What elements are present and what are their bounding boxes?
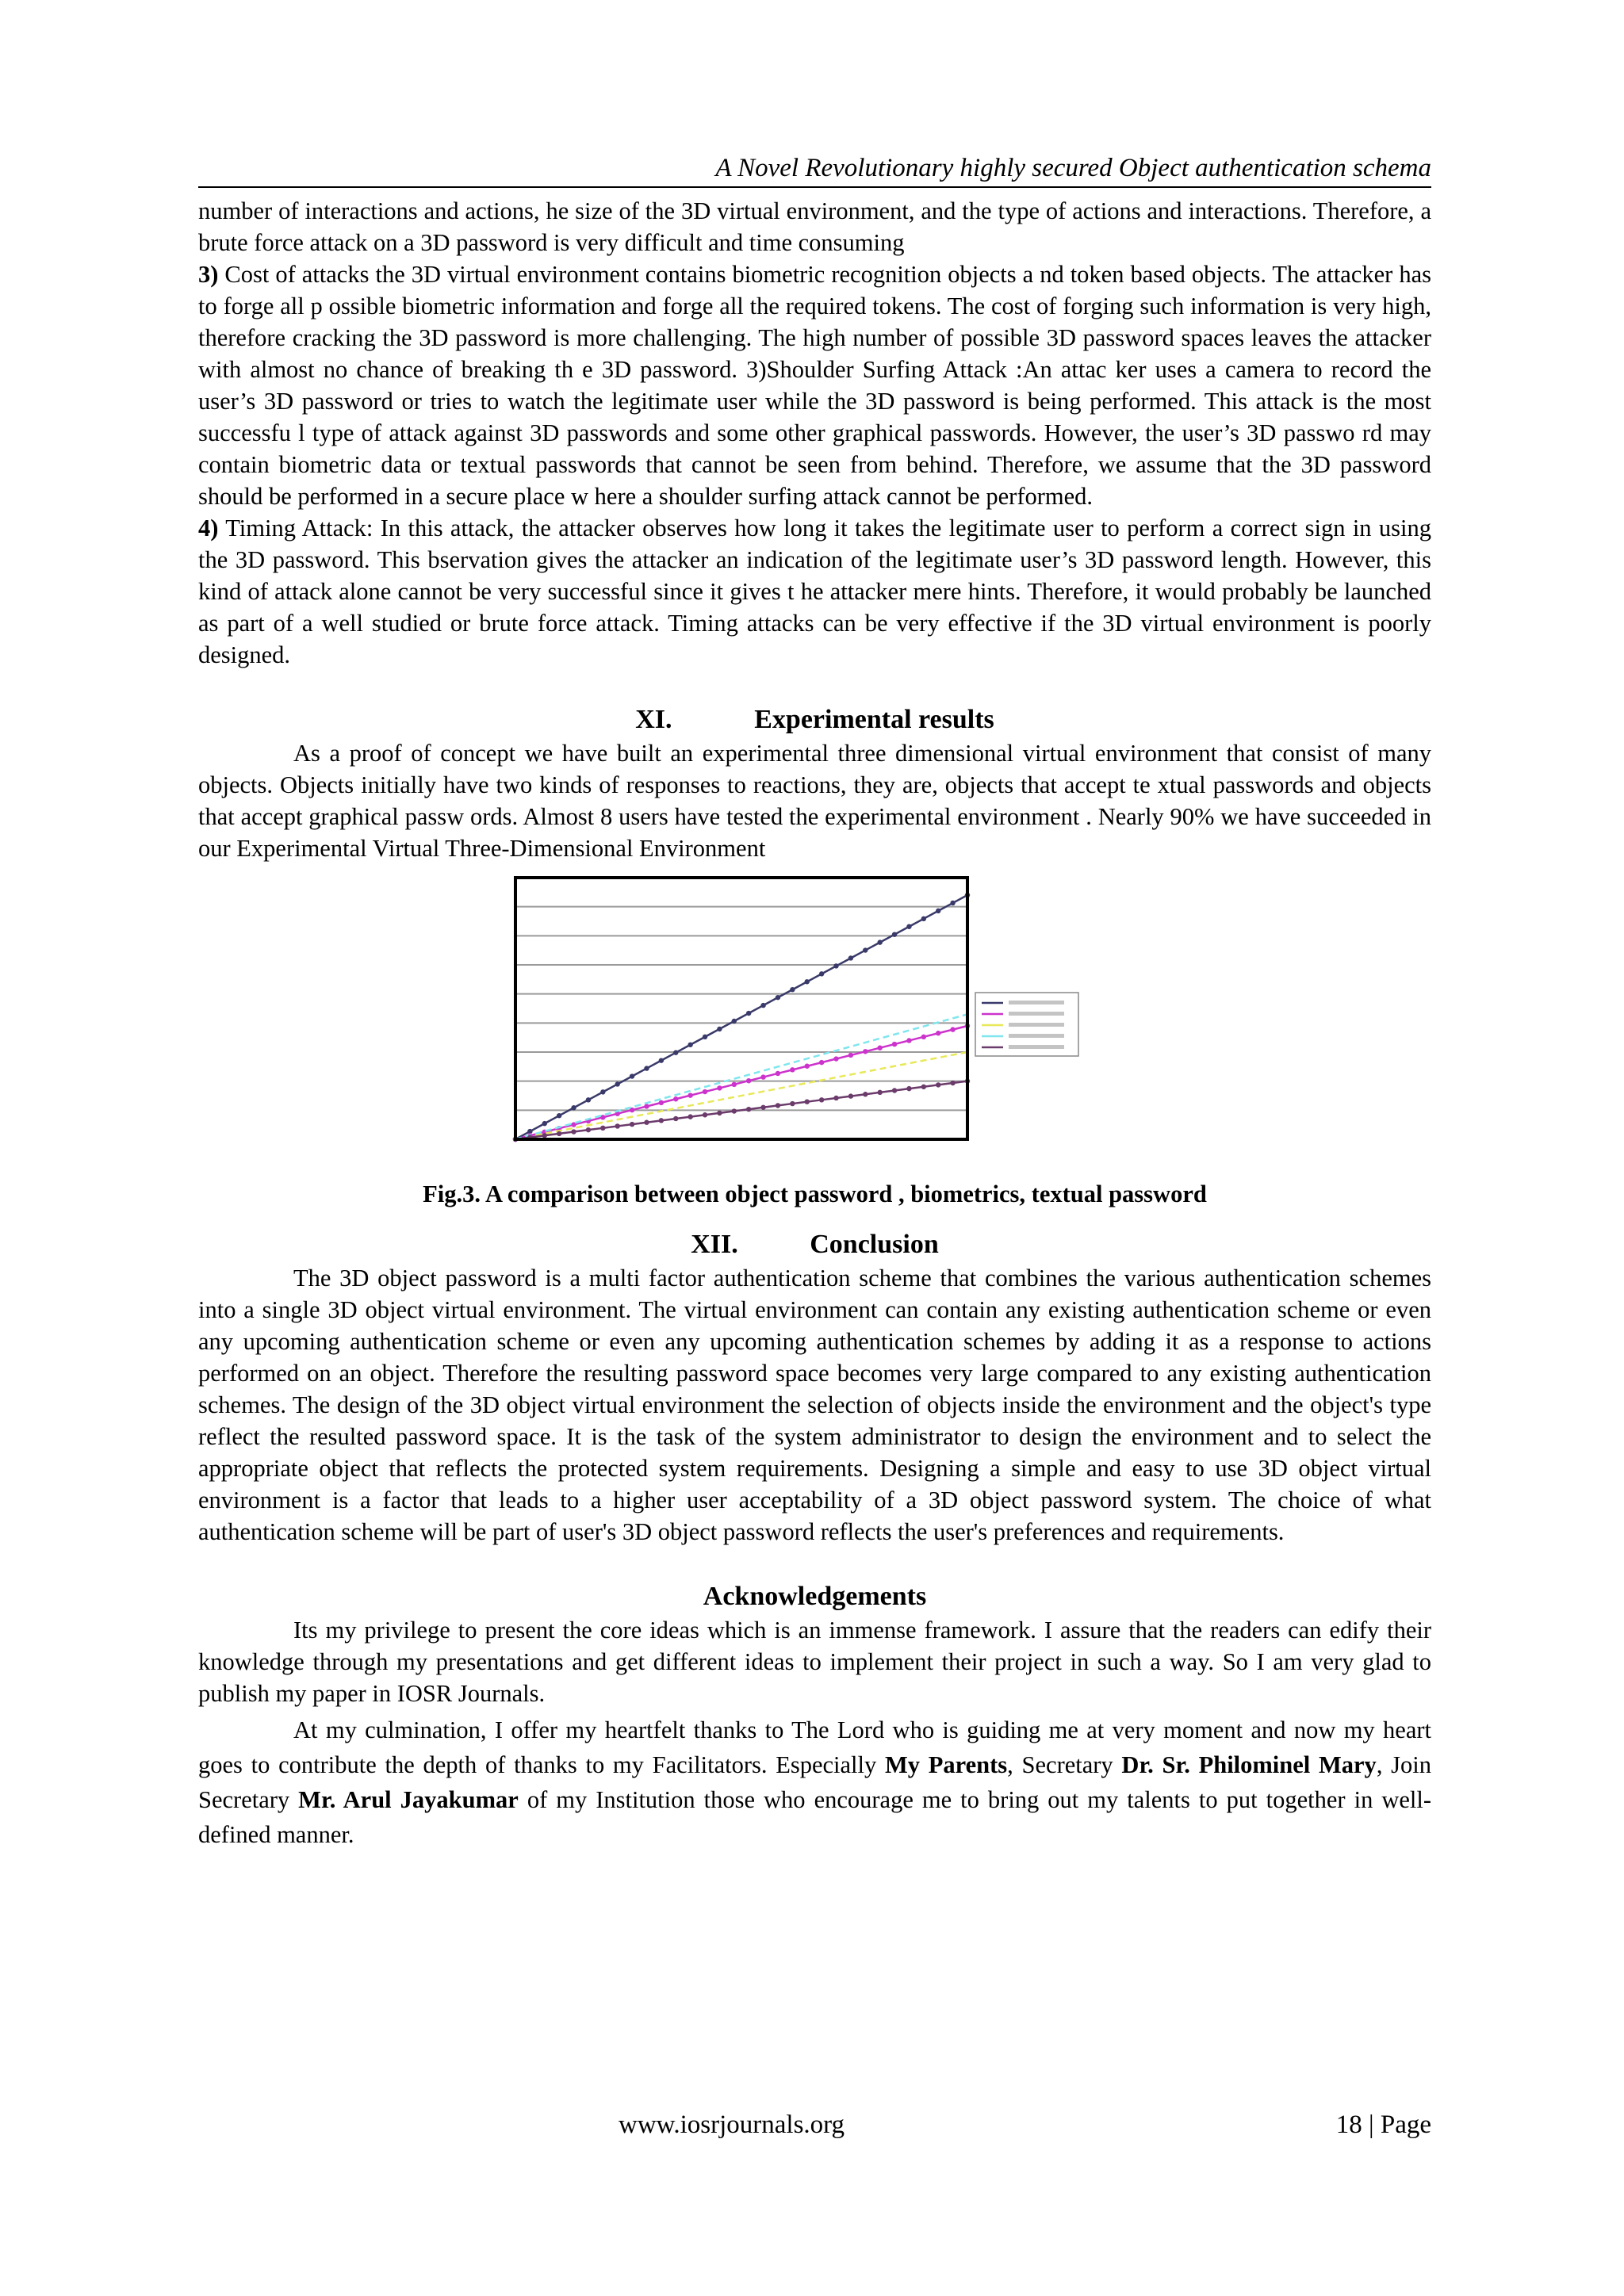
data-point	[600, 1089, 605, 1094]
data-point	[644, 1066, 649, 1070]
data-point	[571, 1129, 576, 1134]
data-point	[776, 995, 780, 1000]
paragraph-acknowledgements-1: Its my privilege to present the core ideas which is an immense framework. I assure that the readers can edify their knowledge through my presentations and get different ideas to implement their project in such a way. So I am very glad to publish my paper in IOSR Journals.	[198, 1617, 1431, 1707]
ack-text: , Join Secretary	[198, 1751, 1432, 1813]
data-point	[746, 1011, 751, 1016]
data-point	[833, 1056, 838, 1061]
data-point	[688, 1043, 692, 1047]
data-point	[863, 1049, 868, 1054]
section-number: XII.	[691, 1230, 738, 1259]
data-point	[863, 947, 868, 952]
ack-text: At my culmination, I offer my heartfelt thanks to The Lord who is guiding me at very moment and now my heart goes to contribute the depth of thanks to my Facilitators. Especially	[198, 1716, 1431, 1778]
data-point	[776, 1071, 780, 1076]
data-point	[877, 1090, 882, 1095]
data-point	[644, 1120, 649, 1125]
legend-label-blur	[1009, 1034, 1064, 1038]
data-point	[790, 1101, 795, 1106]
comparison-line-chart	[480, 874, 1130, 1175]
item-number: 4)	[198, 515, 219, 541]
paragraph-acknowledgements-2	[198, 1712, 1431, 1852]
running-head: A Novel Revolutionary highly secured Object authentication schema	[715, 154, 1431, 182]
data-point	[673, 1096, 678, 1101]
data-point	[732, 1019, 737, 1024]
section-title: Experimental results	[754, 705, 994, 734]
data-point	[717, 1027, 722, 1031]
data-point	[921, 1085, 926, 1089]
data-point	[703, 1089, 707, 1094]
item-text: Cost of attacks the 3D virtual environment contains biometric recognition objects a nd token based objects. The attacker has to forge all p ossible biometric information and forge all the required tokens. The cost of forging such information is very high, therefore cracking the 3D password is more challenging. The high number of possible 3D password spaces leaves the attacker with almost no chance of breaking th e 3D password. 3)Shoulder Surfing Attack :An attac ker uses a camera to record the user’s 3D password or tries to watch the legitimate user while the 3D password is being performed. This attack is the most successfu l type of attack against 3D passwords and some other graphical passwords. However, the user’s 3D passwo rd may contain biometric data or textual passwords that cannot be seen from behind. Therefore, we assume that the 3D password should be performed in a secure place w here a shoulder surfing attack cannot be performed.	[198, 261, 1431, 510]
legend-label-blur	[1009, 1045, 1064, 1049]
section-number: XI.	[635, 705, 672, 734]
data-point	[542, 1133, 547, 1138]
data-point	[673, 1050, 678, 1055]
data-point	[892, 1042, 897, 1047]
data-point	[688, 1114, 692, 1119]
data-point	[600, 1126, 605, 1131]
data-point	[557, 1131, 561, 1136]
data-point	[703, 1112, 707, 1117]
data-point	[936, 909, 940, 913]
figure-3	[198, 874, 1431, 1175]
data-point	[805, 1099, 810, 1104]
data-point	[717, 1085, 722, 1090]
data-point	[746, 1078, 751, 1083]
data-point	[921, 916, 926, 921]
page-body	[198, 195, 1431, 1852]
data-point	[819, 1097, 824, 1102]
data-point	[760, 1105, 765, 1110]
data-point	[688, 1093, 692, 1097]
data-point	[659, 1118, 664, 1123]
data-point	[571, 1105, 576, 1110]
section-title: Conclusion	[810, 1230, 939, 1259]
ack-text: of my Institution those who encourage me to bring out my talents to put together in well-defined manner.	[198, 1786, 1431, 1848]
ack-text: , Secretary	[1007, 1751, 1122, 1778]
data-point	[906, 1086, 911, 1091]
data-point	[950, 901, 955, 905]
data-point	[936, 1031, 940, 1035]
data-point	[746, 1107, 751, 1112]
data-point	[892, 932, 897, 936]
legend-label-blur	[1009, 1001, 1064, 1004]
data-point	[833, 1096, 838, 1100]
data-point	[892, 1088, 897, 1093]
figure-caption: Fig.3. A comparison between object password , biometrics, textual password	[423, 1181, 1207, 1207]
data-point	[848, 1093, 853, 1098]
item-number: 3)	[198, 261, 219, 288]
paragraph-timing-attack	[198, 512, 1431, 671]
data-point	[877, 939, 882, 944]
data-point	[906, 924, 911, 929]
data-point	[717, 1111, 722, 1115]
data-point	[586, 1097, 591, 1102]
data-point	[659, 1100, 664, 1105]
data-point	[776, 1103, 780, 1108]
data-point	[790, 987, 795, 992]
data-point	[848, 1053, 853, 1058]
item-text: Timing Attack: In this attack, the attacker observes how long it takes the legitimate user to perform a correct sign in using the 3D password. This bservation gives the attacker an indication of the legitimate user’s 3D password length. However, this kind of attack alone cannot be very successful since it gives t he attacker mere hints. Therefore, it would probably be launched as part of a well studied or brute force attack. Timing attacks can be very effective if the 3D virtual environment is poorly designed.	[198, 515, 1431, 668]
data-point	[805, 979, 810, 984]
data-point	[833, 963, 838, 968]
data-point	[659, 1058, 664, 1062]
paragraph-conclusion: The 3D object password is a multi factor authentication scheme that combines the various authentication schemes into a single 3D object virtual environment. The virtual environment can contain any existing authentication scheme or even any upcoming authentication scheme or even any upcoming authentication schemes by adding it as a response to actions performed on an object. Therefore the resulting password space becomes very large compared to any existing authentication schemes. The design of the 3D object virtual environment the selection of objects inside the environment and the object's type reflect the resulted password space. It is the task of the system administrator to design the environment and to select the appropriate object that reflects the protected system requirements. Designing a simple and easy to use 3D object virtual environment is a factor that leads to a higher user acceptability of a 3D object password system. The choice of what authentication scheme will be part of user's 3D object password reflects the user's preferences and requirements.	[198, 1265, 1431, 1545]
data-point	[921, 1035, 926, 1039]
data-point	[805, 1064, 810, 1069]
data-point	[950, 1081, 955, 1085]
ack-parents: My Parents	[885, 1751, 1008, 1778]
data-point	[848, 955, 853, 960]
ack-join-secretary: Mr. Arul Jayakumar	[298, 1786, 519, 1813]
data-point	[644, 1104, 649, 1108]
paragraph-continued: number of interactions and actions, he size of the 3D virtual environment, and the type of actions and interactions. Therefore, a brute force attack on a 3D password is very difficult and time consuming	[198, 197, 1431, 256]
data-point	[615, 1123, 620, 1128]
data-point	[790, 1067, 795, 1072]
data-point	[863, 1092, 868, 1096]
page-number: 18 | Page	[1335, 2110, 1431, 2139]
data-point	[950, 1027, 955, 1031]
data-point	[819, 1060, 824, 1065]
data-point	[586, 1127, 591, 1132]
section-heading-conclusion	[198, 1227, 1431, 1262]
data-point	[732, 1082, 737, 1087]
data-point	[600, 1115, 605, 1119]
paragraph-experimental-results: As a proof of concept we have built an experimental three dimensional virtual environment that consist of many objects. Objects initially have two kinds of responses to reactions, they are, objects that accept te xtual passwords and objects that accept graphical passw ords. Almost 8 users have tested the experimental environment . Nearly 90% we have succeeded in our Experimental Virtual Three-Dimensional Environment	[198, 740, 1431, 862]
header-rule	[198, 186, 1431, 188]
legend-label-blur	[1009, 1012, 1064, 1016]
data-point	[630, 1122, 634, 1127]
data-point	[703, 1035, 707, 1039]
paragraph-cost-of-attacks	[198, 258, 1431, 512]
data-point	[936, 1082, 940, 1087]
data-point	[906, 1038, 911, 1043]
legend-label-blur	[1009, 1023, 1064, 1027]
data-point	[673, 1116, 678, 1121]
data-point	[630, 1073, 634, 1078]
data-point	[615, 1081, 620, 1086]
section-heading-experimental-results	[198, 702, 1431, 737]
data-point	[760, 1074, 765, 1079]
data-point	[877, 1045, 882, 1050]
data-point	[819, 971, 824, 976]
data-point	[542, 1121, 547, 1126]
data-point	[557, 1113, 561, 1118]
journal-url: www.iosrjournals.org	[619, 2110, 845, 2139]
data-point	[760, 1003, 765, 1008]
data-point	[732, 1108, 737, 1113]
acknowledgements-heading: Acknowledgements	[703, 1582, 927, 1611]
ack-secretary: Dr. Sr. Philominel Mary	[1121, 1751, 1377, 1778]
chart-legend	[975, 993, 1078, 1056]
